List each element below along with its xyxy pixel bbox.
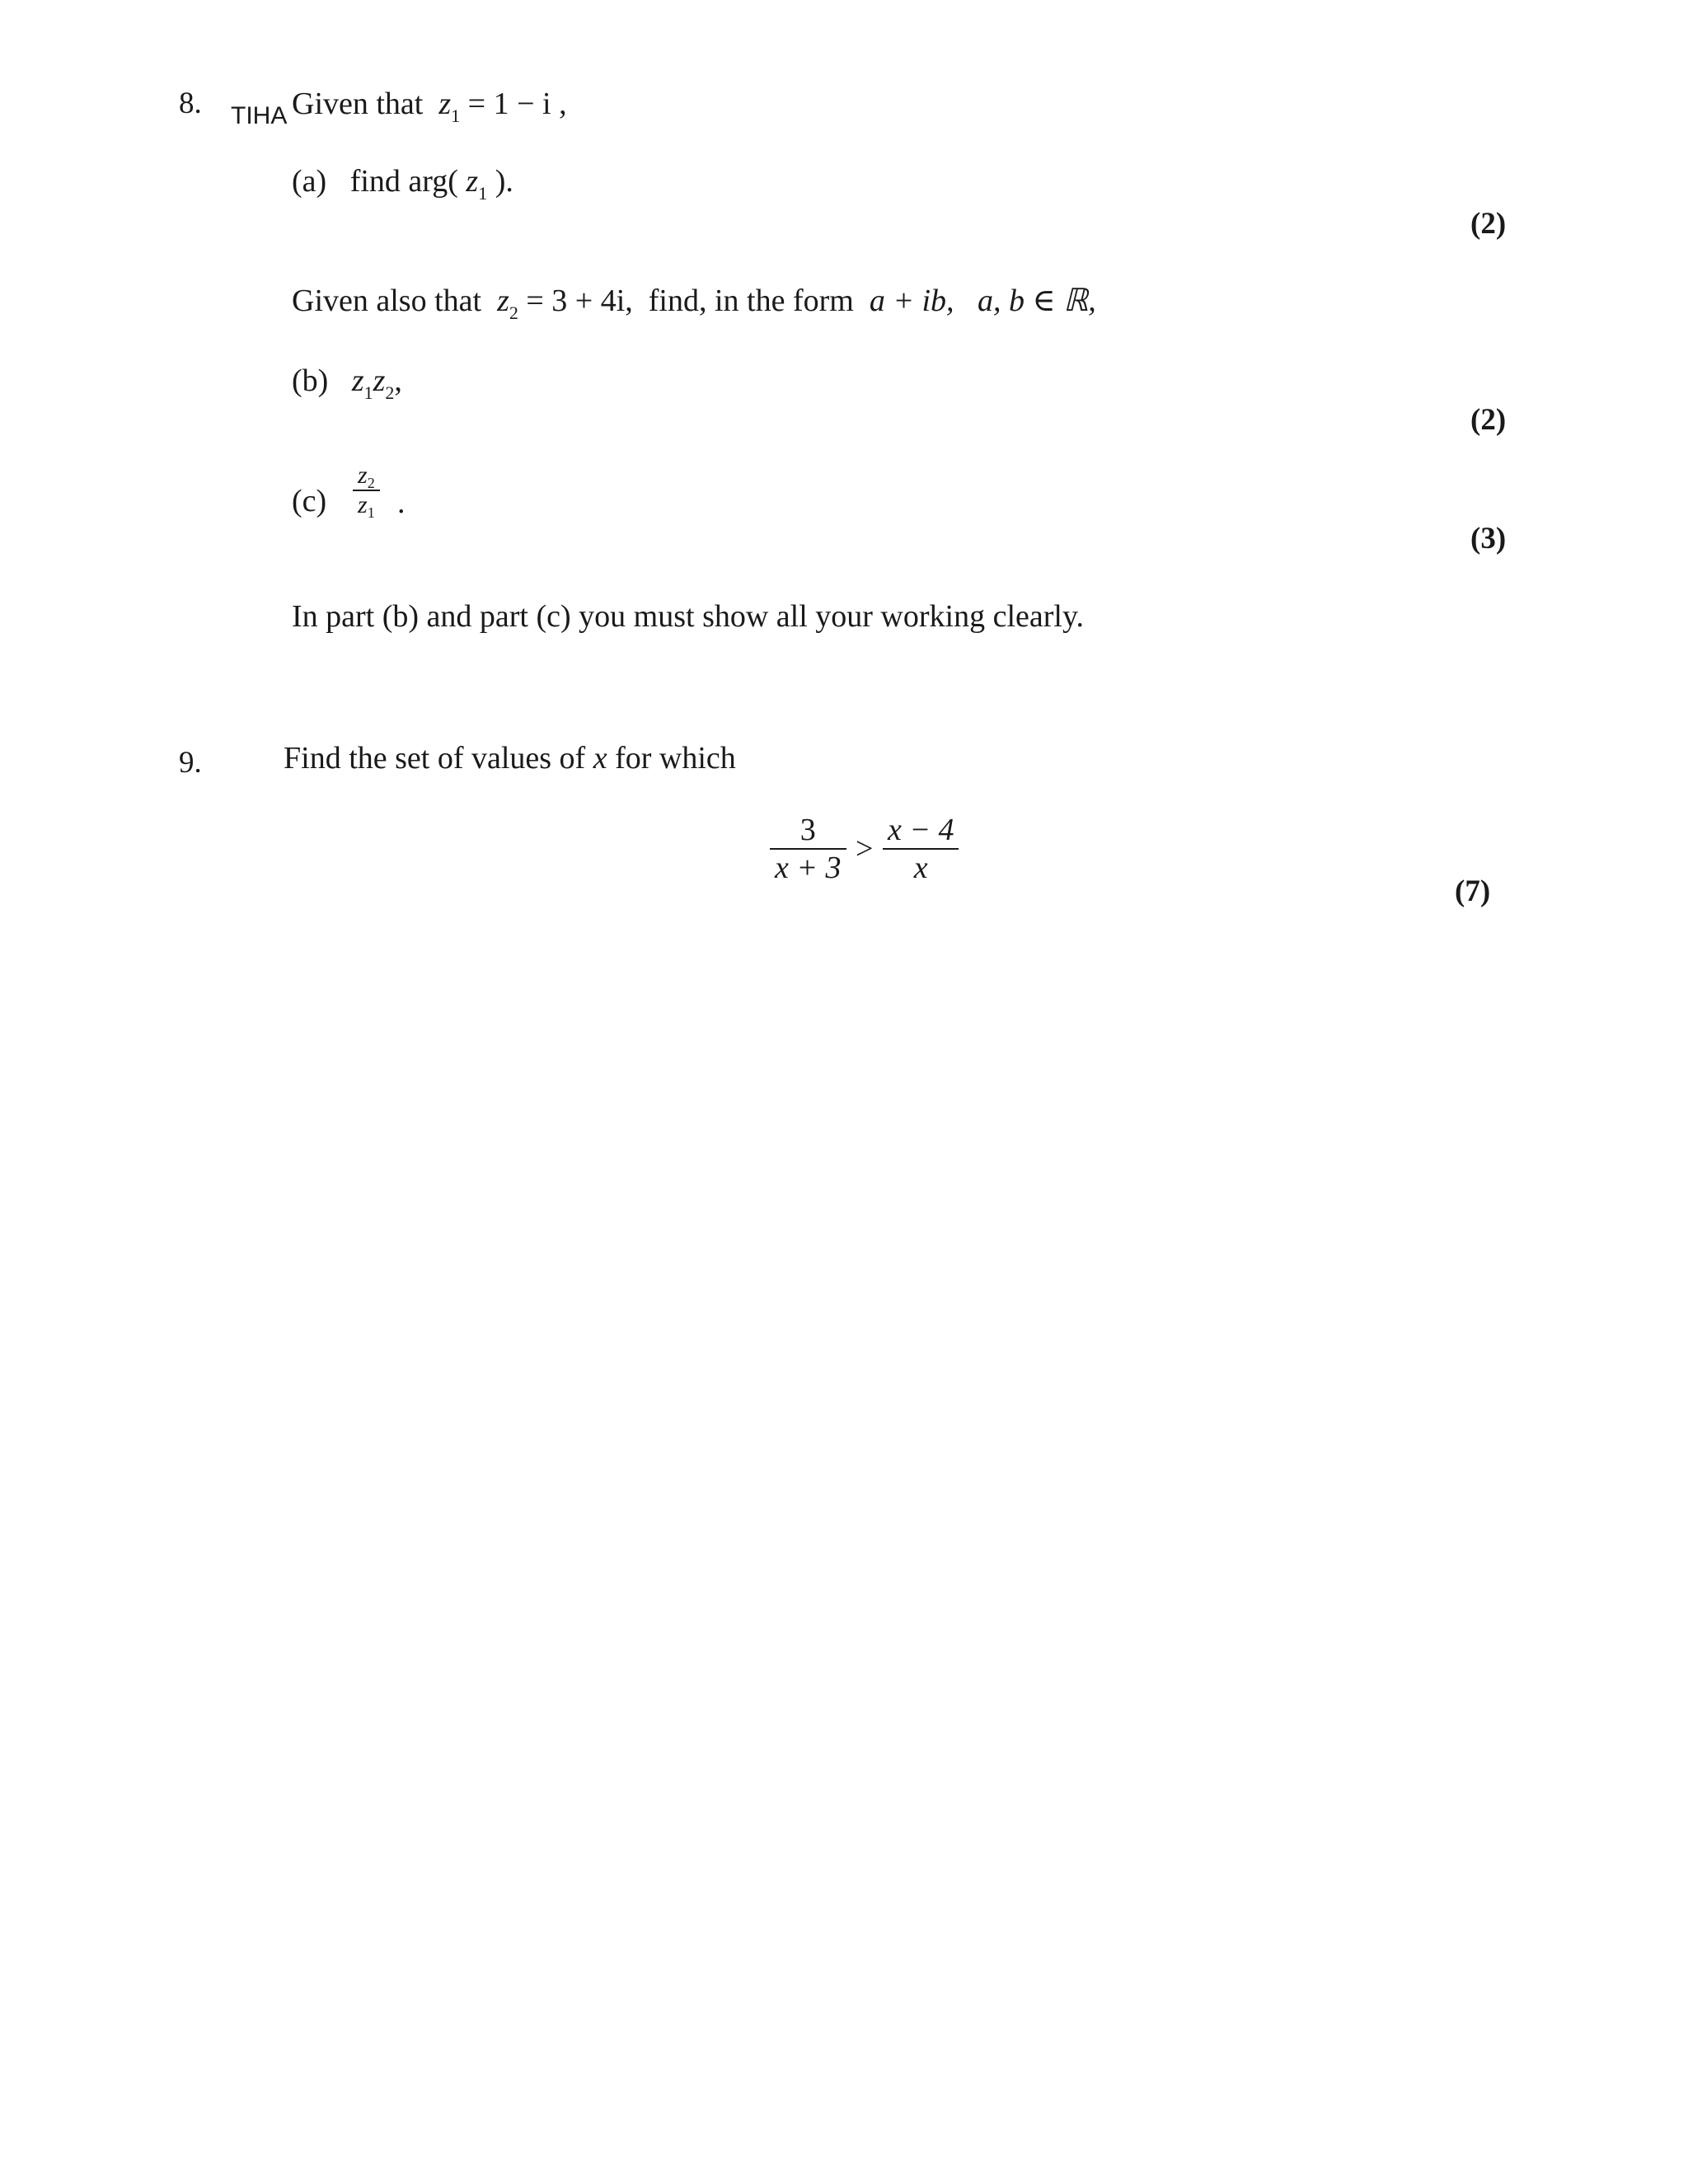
mark-part-c: (3) bbox=[1470, 522, 1507, 555]
part-c-num-z: z bbox=[358, 462, 368, 489]
question-8-number: 8. bbox=[179, 87, 202, 120]
z1-symbol: z bbox=[438, 87, 452, 121]
form-text: find, in the form bbox=[648, 284, 854, 318]
part-c-period: . bbox=[397, 485, 406, 520]
inequality-operator: > bbox=[856, 832, 874, 866]
part-a-text: find arg( bbox=[349, 164, 458, 199]
q8-intro-line bbox=[292, 86, 567, 126]
question-9-number: 9. bbox=[179, 746, 202, 780]
z1-subscript: 1 bbox=[451, 105, 461, 126]
q8-part-c-label: (c) bbox=[292, 484, 327, 518]
real-set-expression: a, b ∈ ℝ, bbox=[978, 284, 1096, 318]
rhs-numerator-text: x − 4 bbox=[887, 813, 954, 847]
part-c-numerator bbox=[353, 462, 380, 490]
also-text: Given also that bbox=[292, 284, 482, 318]
rhs-denominator-text: x bbox=[913, 851, 928, 885]
part-b-z1-symbol: z bbox=[351, 363, 364, 398]
q8-part-b bbox=[292, 363, 402, 403]
part-c-num-sub: 2 bbox=[367, 475, 375, 491]
part-a-label: (a) bbox=[292, 164, 327, 199]
q8-also-line bbox=[292, 282, 1096, 323]
q9-text-line bbox=[284, 740, 736, 776]
part-b-z1-subscript: 1 bbox=[363, 382, 373, 403]
rhs-fraction bbox=[883, 812, 959, 886]
z1-definition: = 1 − i , bbox=[467, 87, 567, 121]
part-b-z2-subscript: 2 bbox=[385, 382, 395, 403]
q9-text: Find the set of values of bbox=[284, 741, 586, 776]
mark-part-b: (2) bbox=[1470, 403, 1507, 437]
part-a-close: ). bbox=[495, 164, 513, 199]
q9-variable: x bbox=[593, 741, 607, 776]
part-c-den-z: z bbox=[358, 491, 368, 518]
lhs-numerator: 3 bbox=[799, 813, 816, 847]
rhs-denominator bbox=[883, 850, 959, 886]
z2-symbol: z bbox=[497, 284, 509, 318]
z2-definition: = 3 + 4i, bbox=[526, 284, 633, 318]
q9-text-tail: for which bbox=[615, 741, 736, 776]
q8-intro-text: Given that bbox=[292, 87, 424, 121]
part-c-fraction bbox=[353, 462, 380, 519]
q8-note: In part (b) and part (c) you must show all your working clearly. bbox=[292, 599, 1084, 634]
q8-part-a bbox=[292, 163, 513, 204]
q9-inequality bbox=[770, 812, 959, 886]
part-b-comma: , bbox=[394, 363, 402, 398]
part-a-z-subscript: 1 bbox=[478, 183, 488, 204]
mark-part-a: (2) bbox=[1470, 207, 1507, 241]
form-expression: a + ib, bbox=[869, 284, 954, 318]
mark-q9: (7) bbox=[1455, 874, 1491, 908]
part-c-denominator bbox=[353, 491, 380, 519]
lhs-denominator-text: x + 3 bbox=[775, 851, 842, 885]
part-a-z-symbol: z bbox=[466, 164, 479, 199]
part-b-label: (b) bbox=[292, 363, 329, 398]
rhs-numerator bbox=[883, 812, 959, 848]
lhs-fraction bbox=[770, 812, 846, 886]
part-c-den-sub: 1 bbox=[367, 504, 375, 521]
lhs-denominator bbox=[770, 850, 846, 886]
z2-subscript: 2 bbox=[509, 302, 518, 323]
overlay-text: TIHA bbox=[231, 102, 288, 129]
part-b-z2-symbol: z bbox=[373, 363, 386, 398]
